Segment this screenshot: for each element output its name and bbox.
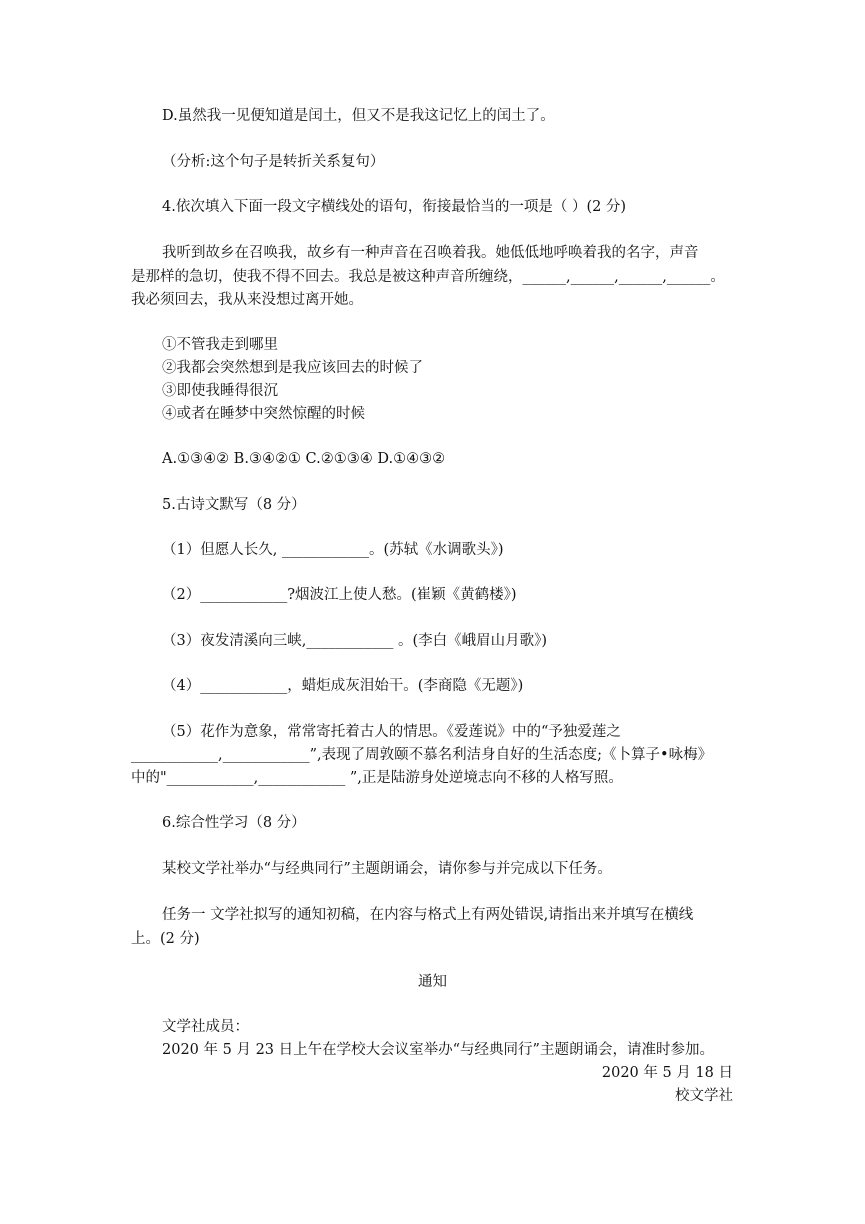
- analysis-note: （分析:这个句子是转折关系复句）: [162, 154, 385, 170]
- question-6-intro: 某校文学社举办“与经典同行”主题朗诵会，请你参与并完成以下任务。: [162, 861, 612, 877]
- option-d: D.虽然我一见便知道是闰土，但又不是我这记忆上的闰土了。: [162, 108, 555, 124]
- question-4-item-1: ①不管我走到哪里: [162, 337, 278, 353]
- notice-title: 通知: [418, 974, 447, 990]
- question-4-item-4: ④或者在睡梦中突然惊醒的时候: [162, 406, 365, 422]
- question-4-passage-line-1: 我听到故乡在召唤我，故乡有一种声音在召唤着我。她低低地呼唤着我的名字，声音: [162, 245, 699, 261]
- question-5-item-4: （4）____________，蜡炬成灰泪始干。(李商隐《无题》): [162, 678, 524, 694]
- notice-recipient: 文学社成员：: [162, 1019, 249, 1035]
- question-4-passage-line-2: 是那样的急切，使我不得不回去。我总是被这种声音所缠绕，______,______,______,______。: [131, 269, 725, 285]
- question-5-item-5-line-1: （5）花作为意象，常常寄托着古人的情思。《爱莲说》中的“予独爱莲之: [162, 724, 621, 740]
- notice-signature: 校文学社: [675, 1088, 733, 1104]
- task-1-line-1: 任务一 文学社拟写的通知初稿，在内容与格式上有两处错误,请指出来并填写在横线: [162, 907, 694, 923]
- question-4-passage-line-3: 我必须回去，我从来没想过离开她。: [131, 292, 363, 308]
- question-4-item-2: ②我都会突然想到是我应该回去的时候了: [162, 360, 423, 376]
- question-4-item-3: ③即使我睡得很沉: [162, 383, 278, 399]
- question-6-title: 6.综合性学习（8 分）: [162, 815, 306, 831]
- question-5-item-5-line-2: ____________,____________”,表现了周敦颐不慕名利洁身自好的生活态度;《卜算子•咏梅》: [131, 747, 713, 763]
- notice-body: 2020 年 5 月 23 日上午在学校大会议室举办“与经典同行”主题朗诵会，请准时参加。: [162, 1042, 714, 1058]
- question-5-item-2: （2）____________?烟波江上使人愁。(崔颖《黄鹤楼》): [162, 587, 517, 603]
- question-4-choices: A.①③④② B.③④②① C.②①③④ D.①④③②: [162, 451, 446, 467]
- task-1-line-2: 上。(2 分): [131, 931, 200, 947]
- question-5-item-3: （3）夜发清溪向三峡,____________ 。(李白《峨眉山月歌》): [162, 633, 548, 649]
- notice-date: 2020 年 5 月 18 日: [601, 1065, 733, 1081]
- question-4-title: 4.依次填入下面一段文字横线处的语句，衔接最恰当的一项是（ ）(2 分): [162, 199, 627, 215]
- question-5-title: 5.古诗文默写（8 分）: [162, 497, 306, 513]
- question-5-item-5-line-3: 中的"____________,____________ ”,正是陆游身处逆境志向不移的人格写照。: [131, 770, 623, 786]
- question-5-item-1: （1）但愿人长久, ____________。(苏轼《水调歌头》): [162, 542, 504, 558]
